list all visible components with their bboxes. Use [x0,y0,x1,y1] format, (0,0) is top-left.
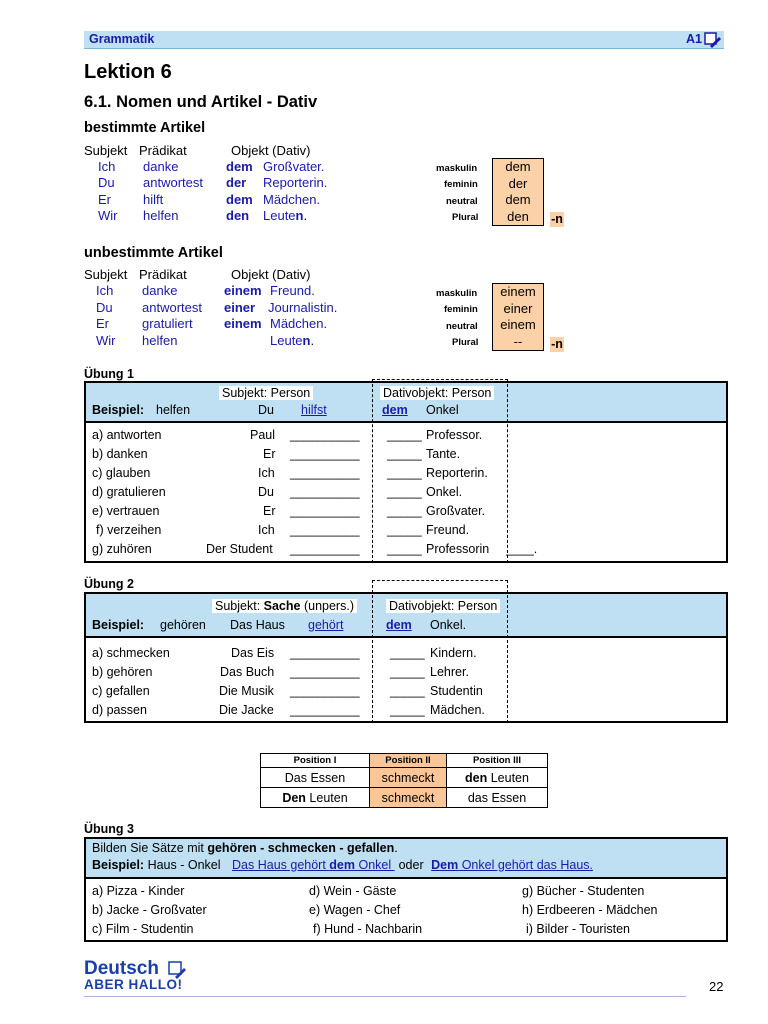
row-subject: Ich [96,283,114,298]
row-noun: Freund. [270,283,315,298]
example-article: dem [382,403,408,417]
row-gender: feminin [444,304,478,315]
indefinite-col-predicate: Prädikat [139,267,187,282]
row-gender: neutral [446,196,478,207]
word-order-table [260,753,548,808]
item-subject: Du [258,485,274,499]
item-object: Lehrer. [430,665,469,679]
example-label: Beispiel: [92,403,145,417]
row-verb: antwortest [143,175,203,190]
verb-blank[interactable]: __________ [290,466,360,480]
item-verb: c) glauben [92,466,151,480]
definite-col-predicate: Prädikat [139,143,187,158]
verb-blank[interactable]: __________ [290,504,360,518]
row-verb: antwortest [142,300,202,315]
article-blank[interactable]: _____ [387,447,422,461]
verb-blank[interactable]: __________ [290,646,360,660]
item-object: Studentin [430,684,483,698]
exercise-3-header [86,839,726,879]
indefinite-title: unbestimmte Artikel [84,245,223,261]
verb-blank[interactable]: __________ [290,703,360,717]
article-cell: dem [505,192,531,207]
item-subject: Ich [258,523,275,537]
example-answer: hilfst [301,403,327,417]
item-subject: Das Eis [231,646,275,660]
list-item: c) Film - Studentin [92,922,194,936]
item-object: Kindern. [430,646,477,660]
item-verb: a) antworten [92,428,162,442]
item-object: Großvater. [426,504,486,518]
article-blank[interactable]: _____ [387,523,422,537]
exercise-1-title: Übung 1 [84,367,134,381]
row-article: einer [224,300,256,315]
example-verb: helfen [156,403,191,417]
article-cell: dem [505,159,531,174]
definite-article-box [492,158,544,226]
row-subject: Ich [98,159,116,174]
article-cell: den [507,208,529,224]
row-gender: feminin [444,179,478,190]
lesson-title: Lektion 6 [84,61,172,83]
row-subject: Er [98,192,111,207]
row-noun: Journalistin. [268,300,338,315]
example-article: dem [386,618,412,632]
article-blank[interactable]: _____ [390,703,425,717]
list-item: i) Bilder - Touristen [526,922,630,936]
header-position-3: Position III [447,754,548,768]
list-item: b) Jacke - Großvater [92,903,207,917]
verb-blank[interactable]: __________ [290,684,360,698]
dative-column-highlight [372,379,508,563]
row-noun: Mädchen. [270,316,328,331]
row-gender: Plural [452,212,479,223]
row-noun: Reporterin. [263,175,328,190]
cell-position-2: schmeckt [370,768,447,788]
item-subject: Die Musik [219,684,274,698]
article-blank[interactable]: _____ [387,485,422,499]
verb-blank[interactable]: __________ [290,542,360,556]
article-cell: einer [503,300,533,316]
dative-label: Dativobjekt: Person [386,599,500,613]
list-item: g) Bücher - Studenten [522,884,645,898]
item-object: Tante. [426,447,461,461]
row-article: einem [224,283,262,298]
pencil-flag-icon [168,960,188,985]
page-number: 22 [709,979,724,994]
definite-title: bestimmte Artikel [84,120,206,136]
footer-divider [84,996,686,997]
indefinite-col-subject: Subjekt [84,267,128,282]
example-subject: Du [258,403,274,417]
example-answer: gehört [308,618,344,632]
definite-col-object: Objekt (Dativ) [231,143,311,158]
example-line: Beispiel: Haus - Onkel Das Haus gehört dem Onkel oder Dem Onkel gehört das Haus. [92,858,594,872]
verb-blank[interactable]: __________ [290,523,360,537]
item-subject: Die Jacke [219,703,274,717]
verb-blank[interactable]: __________ [290,447,360,461]
item-subject: Das Buch [220,665,275,679]
cell-position-3: das Essen [447,788,548,808]
item-verb: f) verzeihen [96,523,162,537]
instruction: Bilden Sie Sätze mit gehören - schmecken - gefallen. [92,841,398,855]
item-object: Freund. [426,523,470,537]
article-cell: der [508,175,528,191]
article-cell: -- [513,333,523,349]
item-subject: Er [263,447,276,461]
exercise-2-title: Übung 2 [84,577,134,591]
plural-n-badge: -n [551,212,563,226]
row-gender: maskulin [436,288,478,299]
header-bar [84,31,724,49]
list-item: d) Wein - Gäste [309,884,397,898]
pencil-flag-icon [704,31,722,54]
item-verb: b) danken [92,447,148,461]
cell-position-1: Den Leuten [261,788,370,808]
row-gender: maskulin [436,163,478,174]
verb-blank[interactable]: __________ [290,428,360,442]
row-verb: helfen [143,208,179,223]
row-article: dem [226,192,253,207]
item-object: Professor. [426,428,483,442]
item-object: Professorin [426,542,490,556]
article-blank[interactable]: _____ [390,646,425,660]
article-cell: einem [500,317,536,332]
example-noun: Onkel [426,403,459,417]
item-verb: d) gratulieren [92,485,166,499]
plural-n-badge: -n [551,337,563,351]
level-label: A1 [686,32,702,46]
topic-title: 6.1. Nomen und Artikel - Dativ [84,93,318,111]
subject-label: Subjekt: Person [219,386,313,400]
header-position-1: Position I [261,754,370,768]
cell-position-3: den Leuten [447,768,548,788]
brand-name: Deutsch [84,958,159,979]
item-object: Mädchen. [430,703,485,717]
row-noun: Mädchen. [263,192,321,207]
item-subject: Der Student [206,542,273,556]
row-noun: Großvater. [263,159,325,174]
row-article: den [226,208,250,223]
list-item: f) Hund - Nachbarin [313,922,423,936]
row-verb: hilft [143,192,164,207]
row-noun: Leuten. [270,333,315,348]
article-blank[interactable]: _____ [390,665,425,679]
row-article: der [226,175,247,190]
article-cell: einem [500,284,536,299]
row-verb: gratuliert [142,316,193,331]
row-verb: danke [142,283,178,298]
row-noun: Leuten. [263,208,308,223]
article-blank[interactable]: _____ [387,466,422,480]
subject-label: Subjekt: Sache (unpers.) [212,599,357,613]
item-verb: b) gehören [92,665,153,679]
example-verb: gehören [160,618,206,632]
list-item: e) Wagen - Chef [309,903,401,917]
verb-blank[interactable]: __________ [290,665,360,679]
indefinite-article-box [492,283,544,351]
example-noun: Onkel. [430,618,467,632]
row-verb: helfen [142,333,178,348]
example-subject: Das Haus [230,618,285,632]
row-subject: Du [98,175,115,190]
dative-label: Dativobjekt: Person [380,386,494,400]
item-subject: Paul [250,428,276,442]
dative-column-highlight [372,580,508,723]
row-subject: Er [96,316,109,331]
item-subject: Ich [258,466,275,480]
item-verb: c) gefallen [92,684,150,698]
article-blank[interactable]: _____ [387,504,422,518]
item-subject: Er [263,504,276,518]
list-item: a) Pizza - Kinder [92,884,185,898]
article-blank[interactable]: _____ [390,684,425,698]
row-verb: danke [143,159,179,174]
item-verb: e) vertrauen [92,504,160,518]
row-article: dem [226,159,253,174]
definite-col-subject: Subjekt [84,143,128,158]
brand-logo [84,958,183,992]
exercise-3-box [84,837,728,942]
verb-blank[interactable]: __________ [290,485,360,499]
indefinite-col-object: Objekt (Dativ) [231,267,311,282]
brand-tagline: ABER HALLO! [84,977,183,992]
item-verb: d) passen [92,703,147,717]
row-gender: Plural [452,337,479,348]
article-blank[interactable]: _____ [387,428,422,442]
example-label: Beispiel: [92,618,145,632]
cell-position-1: Das Essen [261,768,370,788]
row-article: einem [224,316,262,331]
list-item: h) Erdbeeren - Mädchen [522,903,658,917]
row-subject: Du [96,300,113,315]
item-object: Reporterin. [426,466,488,480]
item-object: Onkel. [426,485,463,499]
row-subject: Wir [96,333,116,348]
row-subject: Wir [98,208,118,223]
section-label: Grammatik [89,32,155,46]
article-blank[interactable]: _____ [387,542,422,556]
item-verb: g) zuhören [92,542,152,556]
item-verb: a) schmecken [92,646,170,660]
header-position-2: Position II [370,754,447,768]
table-row [261,788,548,808]
cell-position-2: schmeckt [370,788,447,808]
row-gender: neutral [446,321,478,332]
table-row [261,768,548,788]
ending-blank[interactable]: ____. [506,542,538,556]
exercise-3-title: Übung 3 [84,822,134,836]
